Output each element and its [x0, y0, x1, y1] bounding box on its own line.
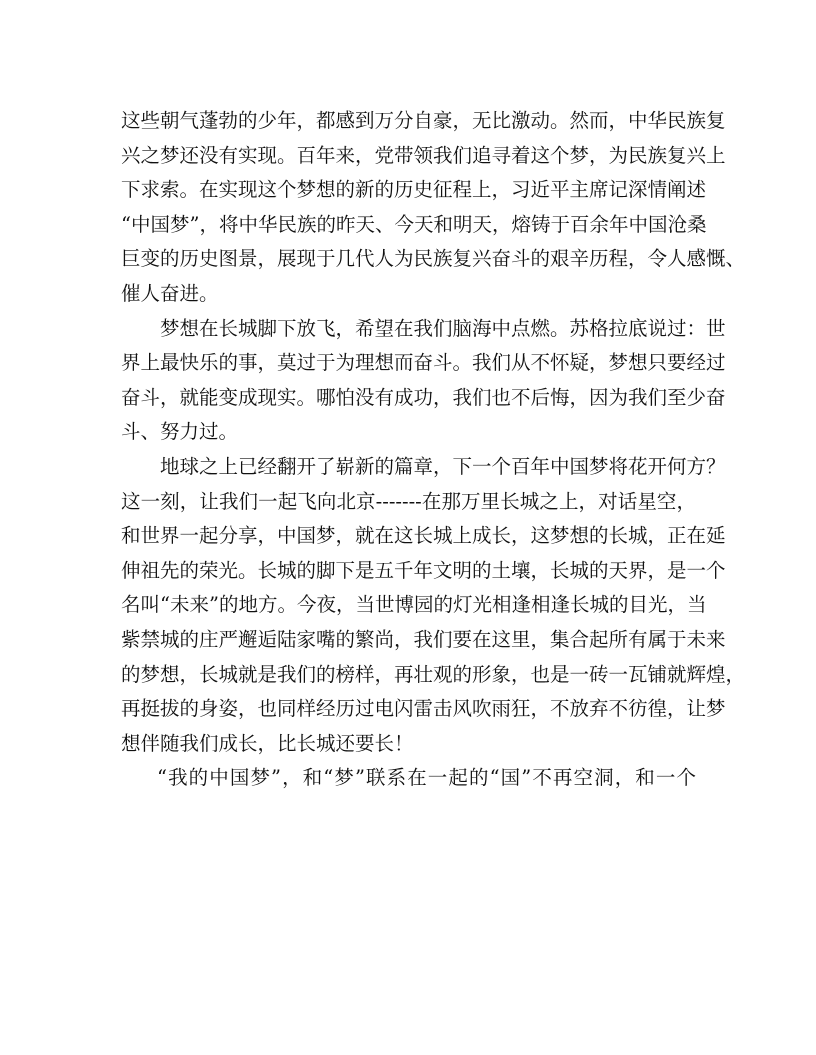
paragraph-1-line-1: 这些朝气蓬勃的少年，都感到万分自豪，无比激动。然而，中华民族复 [121, 109, 726, 132]
paragraph-3-line-9: 想伴随我们成长，比长城还要长！ [121, 731, 414, 755]
paragraph-2-line-1: 梦想在长城脚下放飞，希望在我们脑海中点燃。苏格拉底说过：世 [160, 316, 726, 340]
paragraph-1-line-3: 下求索。在实现这个梦想的新的历史征程上，习近平主席记深情阐述 [121, 178, 707, 202]
paragraph-3-line-4: 伸祖先的荣光。长城的脚下是五千年文明的土壤，长城的天界，是一个 [121, 558, 726, 582]
document-body [121, 104, 746, 796]
paragraph-2-line-3: 奋斗，就能变成现实。哪怕没有成功，我们也不后悔，因为我们至少奋 [121, 385, 726, 409]
paragraph-1-line-6: 催人奋进。 [121, 281, 219, 305]
paragraph-1-line-4: “中国梦”，将中华民族的昨天、今天和明天，熔铸于百余年中国沧桑 [121, 212, 707, 236]
paragraph-1-line-2: 兴之梦还没有实现。百年来，党带领我们追寻着这个梦，为民族复兴上 [121, 143, 726, 167]
paragraph-2-line-2: 界上最快乐的事，莫过于为理想而奋斗。我们从不怀疑，梦想只要经过 [121, 351, 726, 375]
paragraph-3-line-1: 地球之上已经翻开了崭新的篇章，下一个百年中国梦将花开何方？ [160, 454, 726, 478]
paragraph-3-line-3: 和世界一起分享，中国梦，就在这长城上成长，这梦想的长城，正在延 [121, 524, 726, 548]
paragraph-4-line-1: “我的中国梦”，和“梦”联系在一起的“国”不再空洞，和一个 [157, 766, 696, 790]
paragraph-3-line-8: 再挺拔的身姿，也同样经历过电闪雷击风吹雨狂，不放弃不彷徨，让梦 [121, 697, 726, 721]
paragraph-3-line-6: 紫禁城的庄严邂逅陆家嘴的繁尚，我们要在这里，集合起所有属于未来 [121, 627, 726, 651]
paragraph-2-line-4: 斗、努力过。 [121, 420, 239, 444]
paragraph-3-line-2: 这一刻，让我们一起飞向北京-------在那万里长城之上，对话星空， [121, 489, 696, 513]
paragraph-3-line-5: 名叫“未来”的地方。今夜，当世博园的灯光相逢相逢长城的目光，当 [121, 593, 707, 617]
paragraph-1-line-5: 巨变的历史图景，展现于几代人为民族复兴奋斗的艰辛历程，令人感慨、 [121, 247, 746, 271]
paragraph-3-line-7: 的梦想，长城就是我们的榜样，再壮观的形象，也是一砖一瓦铺就辉煌， [121, 662, 746, 686]
